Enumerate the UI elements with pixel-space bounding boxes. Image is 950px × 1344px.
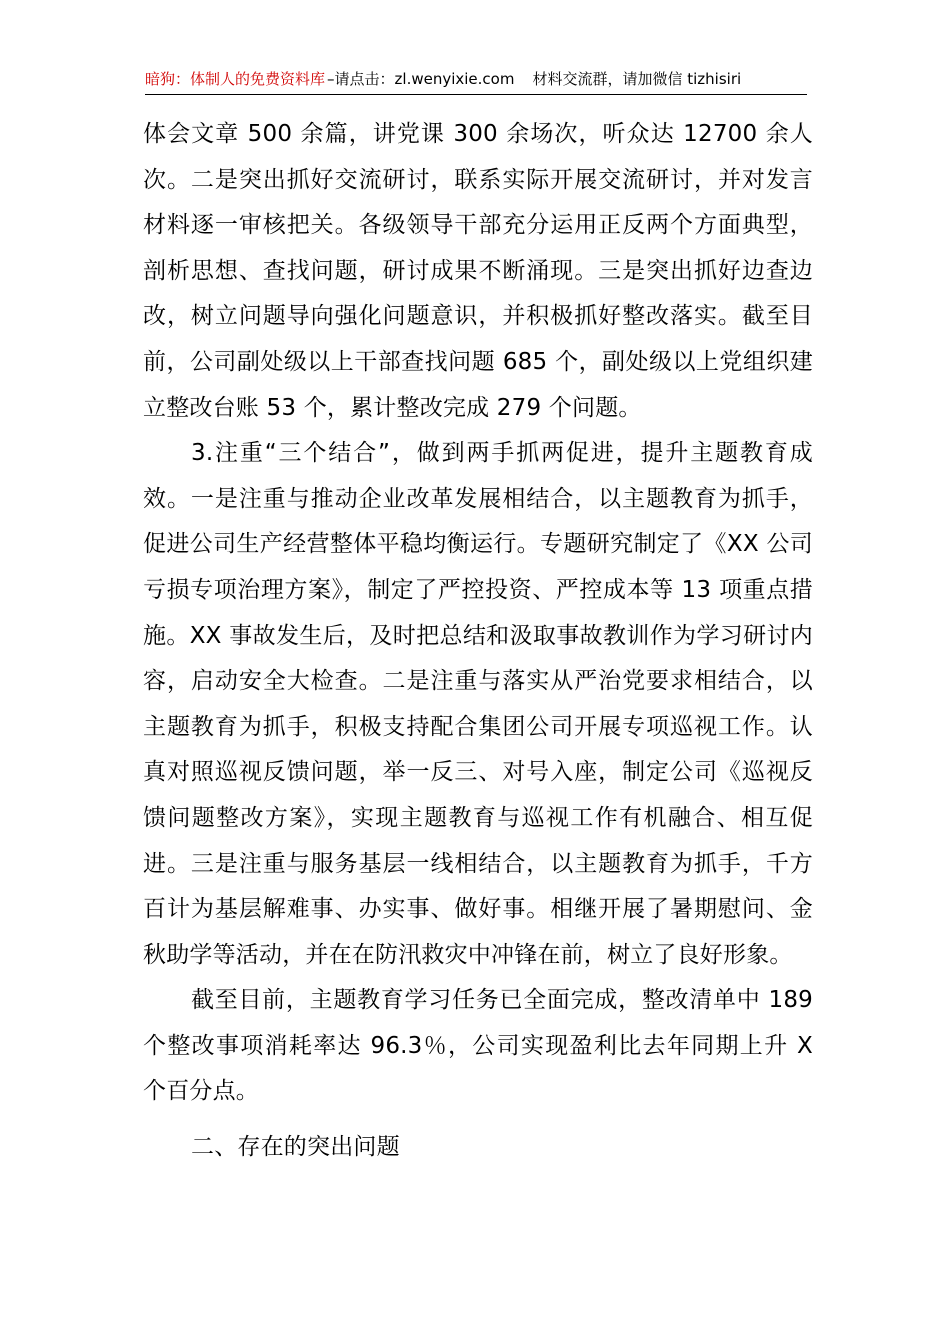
section-heading-problems: 二、存在的突出问题 [191, 1134, 400, 1161]
page-header [145, 66, 807, 95]
document-body [143, 112, 813, 1171]
header-link-url[interactable]: zl.wenyixie.com [394, 70, 515, 88]
header-contact: 材料交流群，请加微信 tizhisiri [532, 70, 742, 88]
header-site-name: 暗狗：体制人的免费资料库 [145, 70, 326, 88]
paragraph-continued: 体会文章 500 余篇，讲党课 300 余场次，听众达 12700 余人次。二是突出抓好交流研讨，联系实际开展交流研讨，并对发言材料逐一审核把关。各级领导干部充分运用正反两个方面典型，剖析思想、查找问题，研讨成果不断涌现。三是突出抓好边查边改，树立问题导向强化问题意识，并积极抓好整改落实。截至目前，公司副处级以上干部查找问题 685 个，副处级以上党组织建立整改台账 53 个，累计整改完成 279 个问题。 [143, 121, 813, 421]
header-link-prefix: –请点击： [327, 70, 395, 88]
paragraph-summary: 截至目前，主题教育学习任务已全面完成，整改清单中 189 个整改事项消耗率达 96.3％，公司实现盈利比去年同期上升 X 个百分点。 [143, 987, 813, 1105]
paragraph-three-combinations: 3.注重“三个结合”，做到两手抓两促进，提升主题教育成效。一是注重与推动企业改革发展相结合，以主题教育为抓手，促进公司生产经营整体平稳均衡运行。专题研究制定了《XX 公司亏损专项治理方案》，制定了严控投资、严控成本等 13 项重点措施。XX 事故发生后，及时把总结和汲取事故教训作为学习研讨内容，启动安全大检查。二是注重与落实从严治党要求相结合，以主题教育为抓手，积极支持配合集团公司开展专项巡视工作。认真对照巡视反馈问题，举一反三、对号入座，制定公司《巡视反馈问题整改方案》，实现主题教育与巡视工作有机融合、相互促进。三是注重与服务基层一线相结合，以主题教育为抓手，千方百计为基层解难事、办实事、做好事。相继开展了暑期慰问、金秋助学等活动，并在在防汛救灾中冲锋在前，树立了良好形象。 [143, 440, 813, 968]
